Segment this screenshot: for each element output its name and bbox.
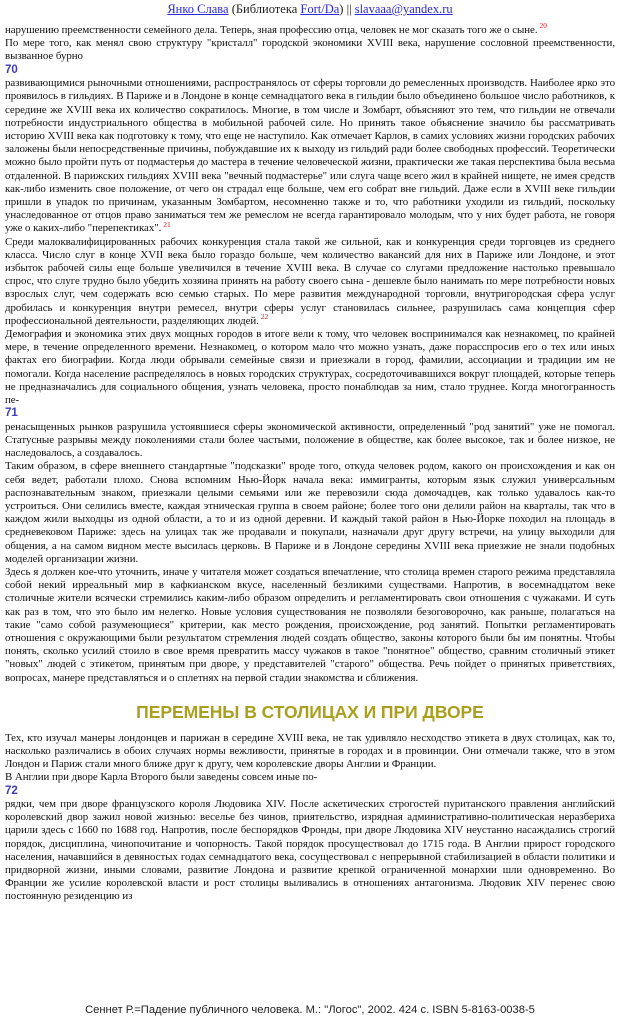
paragraph	[5, 236, 615, 328]
page-number-marker: 71	[5, 407, 18, 420]
paragraph-text: Среди малоквалифицированных рабочих конкуренция стала такой же сильной, как и конкуренция среди торговцев из среднего класса. Число слуг в конце XVII века было гораздо больше, чем количество вакансий для них в Париже или Лондоне, и этот избыток рабочей силы еще больше увеличился в течение XVIII века. В случае со слугами предложение настолько превышало спрос, что слуге трудно было убедить хозяина принять на работу своего сына - дешевле было нанимать по мере потребности новых взрослых слуг, чем содержать всю семью старых. По мере развития международной торговли, внутригородская сфера услуг дробилась и конкуренция внутри ремесел, внутри сферы услуг становилась сильнее, разрушилась сама концепция сфер профессиональной деятельности, разделяющих людей.	[5, 235, 615, 327]
paragraph	[5, 21, 615, 37]
email-link[interactable]: slavaaa@yandex.ru	[354, 2, 453, 16]
page-number-marker: 70	[5, 63, 18, 76]
paragraph-text: развивающимися рыночными отношениями, распространялось от сферы торговли до ремесленных производств. Наиболее ярко это проявилось в гильдиях. В Париже и в Лондоне в конце семнадцатого века в гильдии было объединено большое число работников, к середине же XVIII века их количество сократилось. Многие, в том числе и Зомбарт, объясняют это тем, что гильдии не отвечали потребности индустриального общества в мобильной рабочей силе. Но принять такое объяснение значило бы рассматривать историю XVIII века как подготовку к тому, что еще не наступило. Как отмечает Карлов, в самих условиях жизни городских рабочих заложены были непосредственные причины, побуждавшие их к выходу из гильдий ради более свободных профессий. Теоретически можно было пройти путь от подмастерья до мастера в течение человеческой жизни, практически же такая перспектива была весьма отдаленной. В парижских гильдиях XVIII века "вечный подмастерье" или слуга чаще всего жил в крайней нищете, не имея средств как-либо изменить свое положение, от чего он страдал еще больше, чем его собрат вне гильдий. Даже если в XVIII веке гильдии пришли в упадок по причинам, указанным Зомбартом, несомненно также и то, что работники уходили из гильдий, поскольку унаследованное от отцов право заниматься тем же ремеслом не всегда гарантировало молодым, что у них будет работа, не говоря уже о каких-либо "перепектиках".	[5, 77, 615, 235]
document-body	[5, 21, 615, 904]
footnote-ref[interactable]: 22	[260, 312, 269, 322]
paragraph-text: нарушению преемственности семейного дела. Теперь, зная профессию отца, человек не мог сказать того же о сыне.	[5, 24, 538, 36]
page-footer: Сеннет Р.=Падение публичного человека. М.: "Логос", 2002. 424 с. ISBN 5-8163-0038-5	[85, 1004, 535, 1016]
page-header	[0, 0, 620, 17]
paragraph: Тех, кто изучал манеры лондонцев и парижан в середине XVIII века, не так удивляло несходство этикета в двух столицах, как то, насколько различались в обоих случаях нормы вежливости, принятые в городах и в провинции. Они отмечали также, что в этом Лондон и Париж стали много ближе друг к другу, чем королевские дворы Англии и Франции.	[5, 731, 615, 771]
paragraph: В Англии при дворе Карла Второго были заведены совсем иные по-	[5, 771, 318, 784]
paragraph: Здесь я должен кое-что уточнить, иначе у читателя может создаться впечатление, что столица времен старого режима представляла собой некий ирреальный мир в кафкианском вкусе, населенный безликими существами. Напротив, в восемнадцатом веке столичные жители всячески стремились каким-либо образом определить и регламентировать свои отношения с чужаками. И суть как раз в том, что это было им нелегко. Новые условия существования не позволяли безоговорочно, как раньше, полагаться на такие "само собой разумеющиеся" критерии, как место рождения, происхождение, род занятий. Попытки регламентировать отношения с окружающими были результатом стремления людей создать общество, законы которого были бы им понятны. Чтобы понять, сколько усилий стоило в свое время превратить массу чужаков в такое "понятное" общество, сравним столичный этикет "новых" людей с этикетом, принятым при дворе, у представителей "старого" общества. Речь пойдет о принятых приветствиях, вопросах, манере представляться и о сплетнях на первой стадии знакомства и сближения.	[5, 565, 615, 684]
page-number-marker: 72	[5, 784, 18, 797]
paragraph: Демография и экономика этих двух мощных городов в итоге вели к тому, что человек воспринимался как незнакомец, по крайней мере, в течение определенного времени. Незнакомец, о котором мало что можно узнать, даже порасспросив его о тех или иных фактах его биографии. Когда люди обрывали семейные связи и приезжали в город, фамилии, ассоциации и традиции им не помогали. Когда население распределялось в новых городских структурах, сосредоточивавшихся вокруг площадей, которые теперь не предназначались для социального общения, узнать человека, просто понаблюдав за ним, стало труднее. Когда многогранность пе-	[5, 327, 615, 406]
paragraph: рядки, чем при дворе французского короля Людовика XIV. После аскетических строгостей пуританского правления английский королевский двор зажил новой жизнью: веселье без чинов, приятельство, изрядная административно-политическая неразбериха царили здесь с 1660 по 1688 год. Напротив, после беспорядков Фронды, при дворе Людовика XIV неустанно насаждались строгий порядок, дисциплина, чинопочитание и чопорность. Такой порядок просуществовал до 1715 года. В Англии прирост городского населения, начавшийся в девяностых годах семнадцатого века, сосуществовал с непрерывной стабилизацией в области политики и придворной жизни, иными словами, развитие Лондона и развитие крепкой ограниченной монархии шли одновременно. Во Франции же усилие королевской власти и рост столицы выливались в отношениях антагонизма. Людовик XIV перенес свою постоянную резиденцию из	[5, 798, 615, 903]
library-suffix: ) ||	[339, 2, 355, 16]
footnote-ref[interactable]: 21	[163, 219, 171, 229]
section-title: ПЕРЕМЕНЫ В СТОЛИЦАХ И ПРИ ДВОРЕ	[136, 701, 484, 722]
author-link[interactable]: Янко Слава	[167, 2, 229, 16]
footnote-ref[interactable]: 20	[539, 21, 547, 31]
paragraph	[5, 77, 615, 235]
paragraph: По мере того, как менял свою структуру "кристалл" городской экономики XVIII века, нарушение сословной преемственности, вызванное бурно	[5, 37, 615, 63]
library-link[interactable]: Fort/Da	[300, 2, 340, 16]
paragraph: Таким образом, в сфере внешнего стандартные "подсказки" вроде того, откуда человек родом, какого он происхождения и как он себя ведет, работали плохо. Снова вспомним Нью-Йорк начала века: иммигранты, которым язык служил универсальным распознавательным знаком, приезжали целыми семьями или же перевозили сюда домочадцев, как только удавалось как-то устроиться. Они селились вместе, каждая этническая группа в своем районе; более того они делили район на кварталы, так что в каждом жили выходцы из одной области, а то и из одной деревни. И каждый такой район в Нью-Йорке походил на площадь в средневековом Париже: здесь на улицах так же продавали и покупали, назначали друг другу встречи, на улицу выходили для общения, а на самом видном месте высилась церковь. В Париже и в Лондоне середины XVIII века приезжие не знали подобных моделей организации жизни.	[5, 460, 615, 565]
library-prefix: (Библиотека	[228, 2, 301, 16]
paragraph: ренасыщенных рынков разрушила устоявшиеся сферы экономической активности, определенный "род занятий" уже не помогал. Статусные разрывы между поколениями стали более частыми, положение в обществе, как более высокое, так и более низкое, не наследовалось, а создавалось.	[5, 420, 615, 460]
